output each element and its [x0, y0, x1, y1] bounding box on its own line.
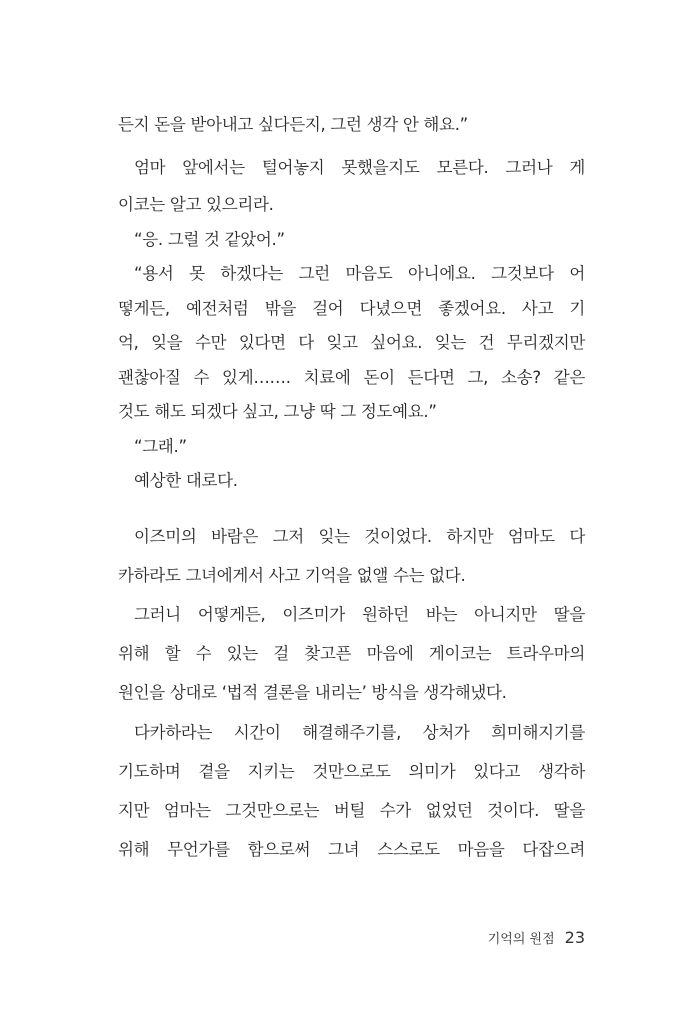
text-line: 카하라도 그녀에게서 사고 기억을 없앨 수는 없다. [118, 566, 466, 585]
text-line: 위해 할 수 있는 걸 찾고픈 마음에 게이코는 트라우마의 [118, 644, 585, 663]
text-line: 억, 잊을 수만 있다면 다 잊고 싶어요. 잊는 건 무리겠지만 [118, 333, 585, 352]
text-line: 위해 무언가를 함으로써 그녀 스스로도 마음을 다잡으려 [118, 840, 585, 859]
page-footer [488, 928, 585, 947]
text-line: 이코는 알고 있으리라. [118, 195, 274, 214]
text-line: “응. 그럴 것 같았어.” [134, 230, 285, 249]
text-line: 그러니 어떻게든, 이즈미가 원하던 바는 아니지만 딸을 [134, 605, 585, 624]
book-title: 기억의 원점 [487, 932, 555, 947]
text-line: 기도하며 곁을 지키는 것만으로도 의미가 있다고 생각하 [118, 762, 585, 781]
text-line: 것도 해도 되겠다 싶고, 그냥 딱 그 정도예요.” [118, 402, 437, 421]
text-line: 엄마 앞에서는 털어놓지 못했을지도 모른다. 그러나 게 [134, 158, 585, 177]
text-line: 이즈미의 바람은 그저 잊는 것이었다. 하지만 엄마도 다 [134, 527, 585, 546]
text-line: 든지 돈을 받아내고 싶다든지, 그런 생각 안 해요.” [118, 115, 468, 134]
text-line: 다카하라는 시간이 해결해주기를, 상처가 희미해지기를 [134, 723, 585, 742]
page-number: 23 [564, 928, 585, 947]
text-line: “그래.” [134, 437, 187, 456]
text-line: 원인을 상대로 ‘법적 결론을 내리는’ 방식을 생각해냈다. [118, 683, 507, 702]
text-line: 떻게든, 예전처럼 밖을 걸어 다녔으면 좋겠어요. 사고 기 [118, 299, 585, 318]
text-line: “용서 못 하겠다는 그런 마음도 아니에요. 그것보다 어 [134, 264, 585, 283]
text-line: 괜찮아질 수 있게……. 치료에 돈이 든다면 그, 소송? 같은 [118, 368, 585, 387]
text-line: 예상한 대로다. [134, 471, 238, 490]
text-line: 지만 엄마는 그것만으로는 버틸 수가 없었던 것이다. 딸을 [118, 801, 585, 820]
